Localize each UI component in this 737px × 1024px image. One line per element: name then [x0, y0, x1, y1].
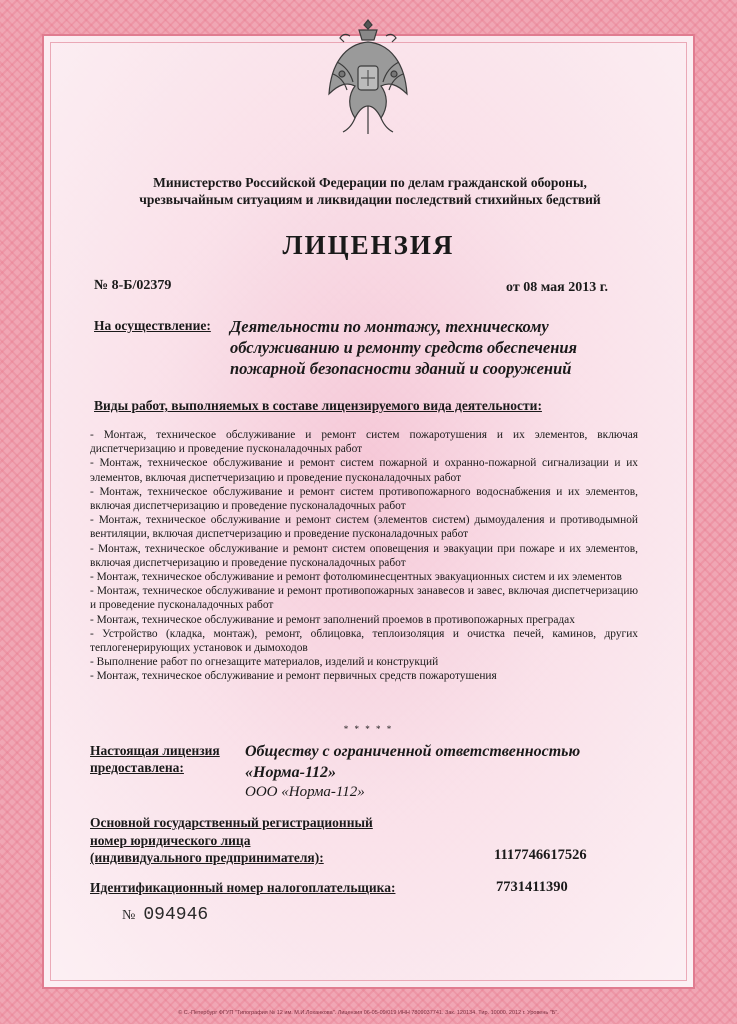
list-item: - Монтаж, техническое обслуживание и ремонт систем пожаротушения и их элементов, включая диспетчеризацию и проведение пусконаладочных работ — [90, 429, 638, 456]
list-item: - Монтаж, техническое обслуживание и ремонт систем оповещения и эвакуации при пожаре и их элементов, включая диспетчеризацию и проведение пусконаладочных работ — [90, 542, 638, 569]
list-item: - Монтаж, техническое обслуживание и ремонт противопожарных занавесов и завес, включая диспетчеризацию и проведение пусконаладочных работ — [90, 585, 638, 612]
list-item: - Монтаж, техническое обслуживание и ремонт заполнений проемов в противопожарных преградах — [90, 613, 575, 626]
org-full-line-1: Обществу с ограниченной ответственностью — [245, 743, 581, 760]
list-item: - Выполнение работ по огнезащите материалов, изделий и конструкций — [90, 656, 439, 669]
list-item: - Монтаж, техническое обслуживание и ремонт систем пожарной и охранно-пожарной сигнализации и их элементов, включая диспетчеризацию и проведение пусконаладочных работ — [90, 457, 638, 484]
org-full-line-2: «Норма-112» — [245, 764, 337, 781]
list-item: - Устройство (кладка, монтаж), ремонт, облицовка, теплоизоляция и очистка печей, каминов, других теплогенерирующих установок и дымоходов — [90, 627, 638, 655]
granted-label — [90, 742, 220, 776]
section-separator: * * * * * — [343, 724, 394, 734]
ogrn-label — [90, 814, 373, 867]
ministry-line-1: Министерство Российской Федерации по делам гражданской обороны, — [153, 175, 587, 190]
organization-full-name — [245, 741, 645, 783]
license-number: № 8-Б/02379 — [94, 278, 172, 293]
inn-label: Идентификационный номер налогоплательщика: — [90, 880, 396, 895]
works-header: Виды работ, выполняемых в составе лицензируемого вида деятельности: — [94, 398, 542, 413]
document-title: ЛИЦЕНЗИЯ — [282, 230, 455, 260]
organization-short-name: ООО «Норма-112» — [245, 784, 365, 800]
list-item: - Монтаж, техническое обслуживание и ремонт систем противопожарного водоснабжения и их элементов, включая диспетчеризацию и проведение пусконаладочных работ — [90, 485, 638, 513]
ogrn-label-line-3: (индивидуального предпринимателя): — [90, 850, 324, 865]
printer-footer: © С.-Петербург ФГУП "Типография № 12 им. М.И.Лоханкова". Лицензия 06-05-09/019 ИНН 7809037741. Зак. 120134. Тир. 10000. 2012 г. Уровень "Б". — [178, 1010, 559, 1016]
list-item: - Монтаж, техническое обслуживание и ремонт систем (элементов систем) дымоудаления и противодымной вентиляции, включая диспетчеризацию и проведение пусконаладочных работ — [90, 514, 638, 541]
activity-label: На осуществление: — [94, 318, 211, 333]
inn-value: 7731411390 — [496, 879, 568, 895]
ministry-line-2: чрезвычайным ситуациям и ликвидации последствий стихийных бедствий — [139, 192, 601, 207]
activity-description: Деятельности по монтажу, техническому обслуживанию и ремонту средств обеспечения пожарной безопасности зданий и сооружений — [230, 317, 578, 378]
list-item: - Монтаж, техническое обслуживание и ремонт фотолюминесцентных эвакуационных систем и их элементов — [90, 571, 622, 584]
works-list — [90, 428, 638, 684]
granted-label-line-1: Настоящая лицензия — [90, 743, 220, 758]
list-item: - Монтаж, техническое обслуживание и ремонт первичных средств пожаротушения — [90, 670, 497, 683]
form-serial-number — [122, 905, 208, 925]
ogrn-value: 1117746617526 — [494, 847, 587, 863]
granted-label-line-2: предоставлена: — [90, 760, 184, 775]
ministry-name — [90, 174, 650, 208]
ogrn-label-line-2: номер юридического лица — [90, 832, 251, 848]
double-headed-eagle-emblem — [325, 14, 411, 142]
serial-value: 094946 — [143, 905, 209, 925]
ogrn-label-line-1: Основной государственный регистрационный — [90, 815, 373, 830]
license-date: от 08 мая 2013 г. — [506, 280, 608, 295]
number-sign: № — [122, 908, 136, 923]
